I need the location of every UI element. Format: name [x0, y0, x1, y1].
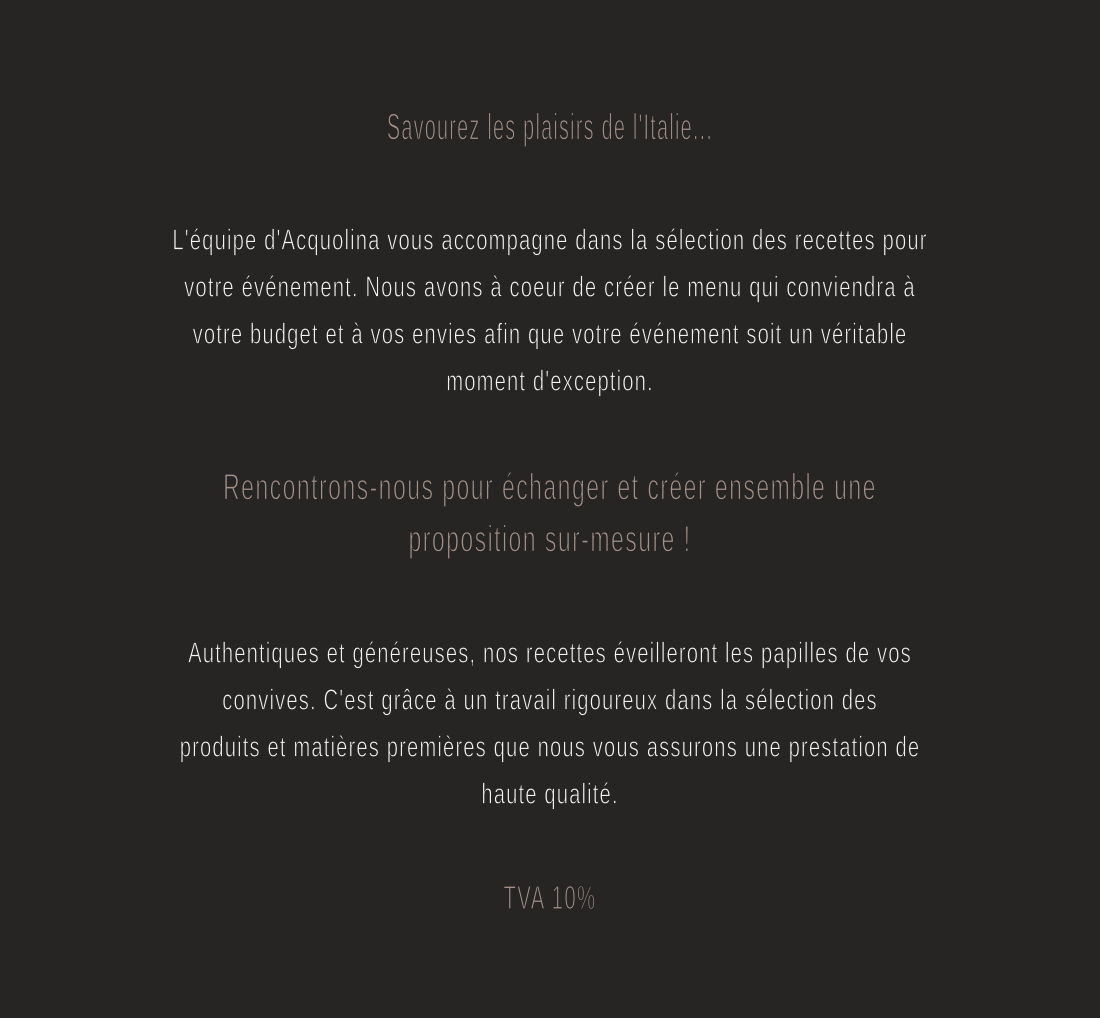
- quality-paragraph-line: produits et matières premières que nous vous assurons une prestation de: [179, 731, 921, 763]
- quality-paragraph-line: Authentiques et généreuses, nos recettes éveilleront les papilles de vos: [188, 637, 912, 669]
- intro-paragraph-line: votre événement. Nous avons à coeur de créer le menu qui conviendra à: [184, 271, 916, 303]
- quality-paragraph-line: convives. C'est grâce à un travail rigoureux dans la sélection des: [222, 684, 878, 716]
- intro-paragraph-line: moment d'exception.: [446, 365, 654, 397]
- quality-paragraph: [0, 630, 1100, 818]
- page-title: [0, 104, 1100, 150]
- page-title-text: Savourez les plaisirs de l'Italie...: [386, 106, 714, 148]
- meet-us-heading-line: proposition sur-mesure !: [408, 518, 692, 560]
- meet-us-heading: [0, 461, 1100, 565]
- intro-paragraph-line: votre budget et à vos envies afin que votre événement soit un véritable: [192, 318, 908, 350]
- intro-paragraph-line: L'équipe d'Acquolina vous accompagne dans la sélection des recettes pour: [172, 224, 928, 256]
- vat-note: [0, 876, 1100, 922]
- meet-us-heading-line: Rencontrons-nous pour échanger et créer ensemble une: [223, 466, 877, 508]
- vat-note-text: TVA 10%: [503, 880, 597, 917]
- intro-paragraph: [0, 217, 1100, 405]
- quality-paragraph-line: haute qualité.: [481, 778, 619, 810]
